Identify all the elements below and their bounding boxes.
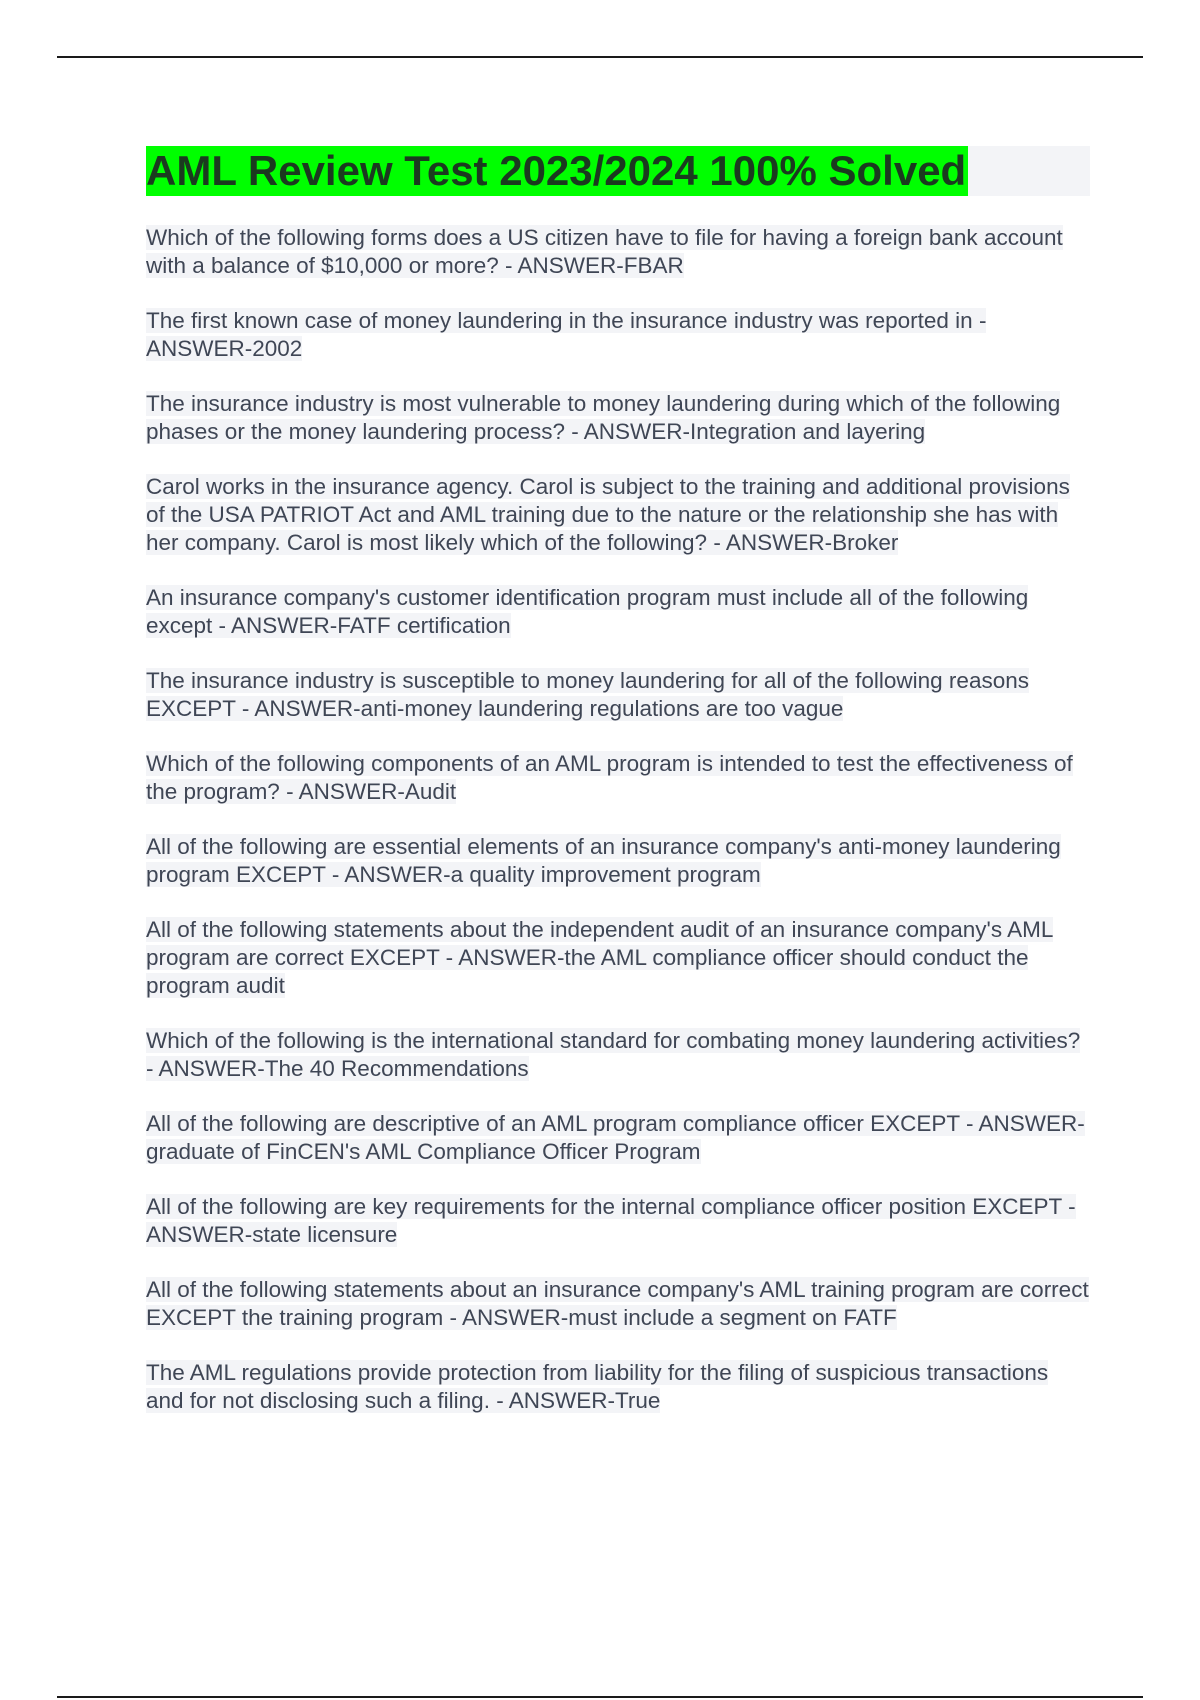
qa-item: [146, 473, 1090, 557]
qa-item: [146, 916, 1090, 1000]
qa-text: An insurance company's customer identification program must include all of the following except - ANSWER-FATF certification: [146, 585, 1029, 638]
qa-item: [146, 750, 1090, 806]
qa-text: Carol works in the insurance agency. Carol is subject to the training and additional provisions of the USA PATRIOT Act and AML training due to the nature or the relationship she has with her company. Carol is most likely which of the following? - ANSWER-Broker: [146, 474, 1070, 555]
document-body: [146, 146, 1090, 1442]
title-band: [146, 146, 1090, 196]
qa-text: All of the following statements about an insurance company's AML training program are correct EXCEPT the training program - ANSWER-must include a segment on FATF: [146, 1277, 1089, 1330]
qa-item: [146, 307, 1090, 363]
qa-item: [146, 390, 1090, 446]
qa-text: The AML regulations provide protection from liability for the filing of suspicious transactions and for not disclosing such a filing. - ANSWER-True: [146, 1360, 1049, 1413]
qa-item: [146, 224, 1090, 280]
qa-item: [146, 833, 1090, 889]
qa-text: The insurance industry is most vulnerable to money laundering during which of the following phases or the money laundering process? - ANSWER-Integration and layering: [146, 391, 1061, 444]
qa-text: The first known case of money laundering in the insurance industry was reported in - ANSWER-2002: [146, 308, 987, 361]
qa-item: [146, 667, 1090, 723]
qa-item: [146, 1027, 1090, 1083]
qa-item: [146, 1359, 1090, 1415]
qa-text: The insurance industry is susceptible to money laundering for all of the following reasons EXCEPT - ANSWER-anti-money laundering regulations are too vague: [146, 668, 1029, 721]
top-rule: [57, 56, 1143, 58]
qa-text: Which of the following is the international standard for combating money laundering activities? - ANSWER-The 40 Recommendations: [146, 1028, 1081, 1081]
qa-text: All of the following are descriptive of an AML program compliance officer EXCEPT - ANSWER-graduate of FinCEN's AML Compliance Officer Program: [146, 1111, 1085, 1164]
qa-item: [146, 1193, 1090, 1249]
qa-text: All of the following statements about the independent audit of an insurance company's AML program are correct EXCEPT - ANSWER-the AML compliance officer should conduct the program audit: [146, 917, 1054, 998]
qa-item: [146, 1276, 1090, 1332]
qa-text: Which of the following components of an AML program is intended to test the effectiveness of the program? - ANSWER-Audit: [146, 751, 1073, 804]
qa-list: [146, 224, 1090, 1415]
document-title: AML Review Test 2023/2024 100% Solved: [146, 147, 967, 194]
qa-item: [146, 584, 1090, 640]
qa-text: Which of the following forms does a US citizen have to file for having a foreign bank account with a balance of $10,000 or more? - ANSWER-FBAR: [146, 225, 1063, 278]
qa-item: [146, 1110, 1090, 1166]
qa-text: All of the following are essential elements of an insurance company's anti-money laundering program EXCEPT - ANSWER-a quality improvement program: [146, 834, 1061, 887]
qa-text: All of the following are key requirements for the internal compliance officer position EXCEPT - ANSWER-state licensure: [146, 1194, 1076, 1247]
bottom-rule: [57, 1696, 1143, 1698]
